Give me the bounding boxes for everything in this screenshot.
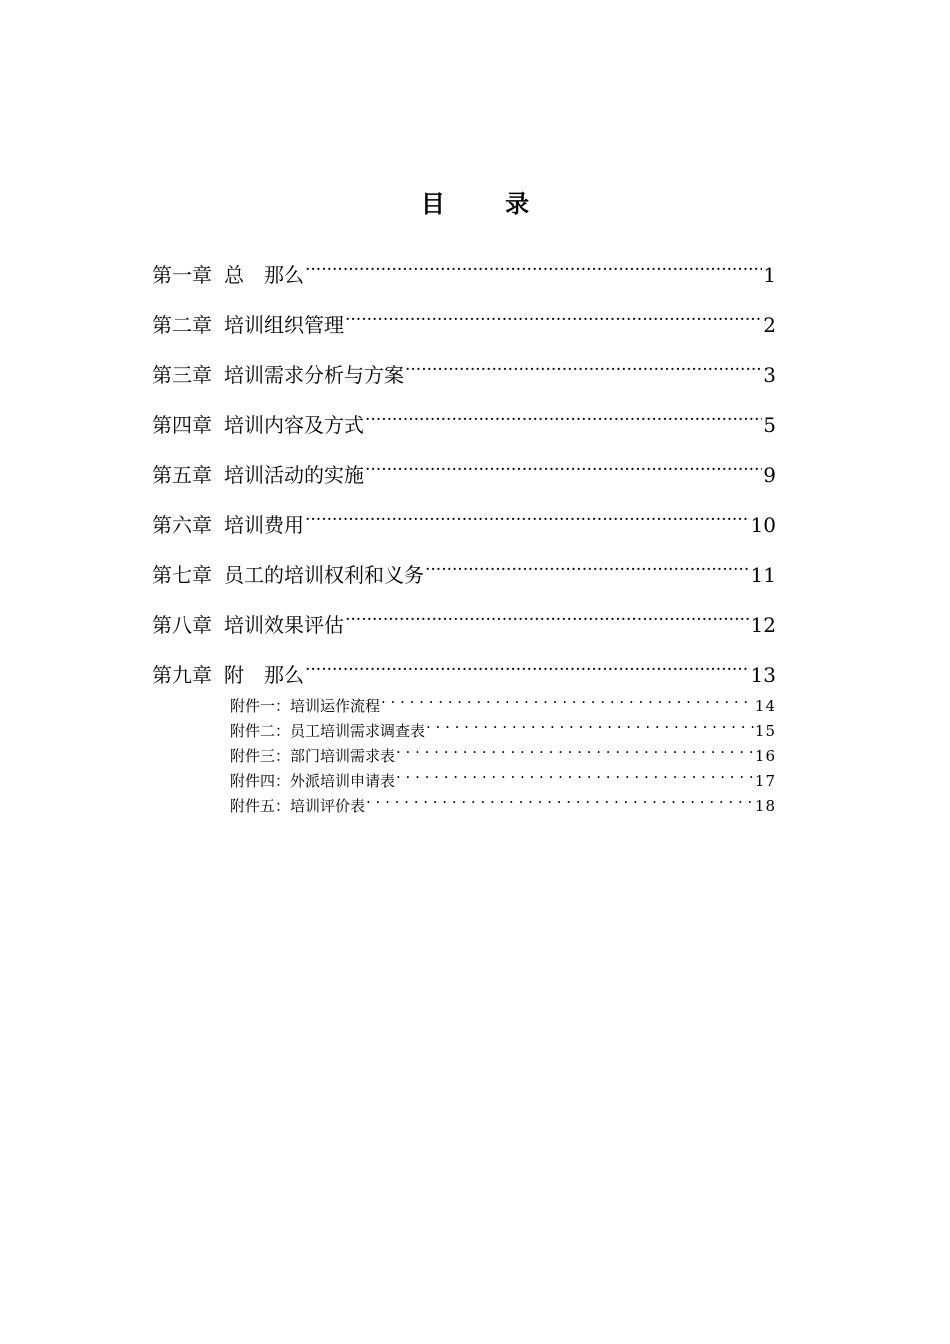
chapter-title: 培训需求分析与方案 xyxy=(224,363,404,387)
chapter-number: 第五章 xyxy=(152,463,212,487)
chapter-number: 第六章 xyxy=(152,513,212,537)
dot-leader xyxy=(305,662,750,682)
toc-entry-chapter-2[interactable] xyxy=(152,308,776,358)
table-of-contents xyxy=(152,258,776,819)
toc-entry-chapter-8[interactable] xyxy=(152,608,776,658)
chapter-title: 培训组织管理 xyxy=(224,313,344,337)
appendix-title: 附件五：培训评价表 xyxy=(230,797,366,815)
chapter-number: 第一章 xyxy=(152,263,212,287)
chapter-number: 第七章 xyxy=(152,563,212,587)
page-number: 5 xyxy=(763,413,776,437)
page-number: 18 xyxy=(754,797,776,815)
chapter-title: 培训活动的实施 xyxy=(224,463,364,487)
toc-entry-chapter-5[interactable] xyxy=(152,458,776,508)
page-number: 10 xyxy=(750,513,776,537)
dot-leader xyxy=(365,412,762,432)
page-number: 2 xyxy=(763,313,776,337)
page-number: 11 xyxy=(750,563,776,587)
toc-entry-chapter-4[interactable] xyxy=(152,408,776,458)
dot-leader xyxy=(305,262,762,282)
toc-entry-chapter-6[interactable] xyxy=(152,508,776,558)
toc-entry-chapter-7[interactable] xyxy=(152,558,776,608)
page-number: 15 xyxy=(754,722,776,740)
dot-leader xyxy=(345,312,762,332)
chapter-number: 第四章 xyxy=(152,413,212,437)
chapter-title: 总 那么 xyxy=(224,263,304,287)
appendix-title: 附件二：员工培训需求调查表 xyxy=(230,722,426,740)
page-number: 14 xyxy=(754,697,776,715)
chapter-number: 第九章 xyxy=(152,663,212,687)
dot-leader xyxy=(345,612,750,632)
dot-leader xyxy=(405,362,762,382)
dot-leader xyxy=(426,721,754,736)
appendix-title: 附件三：部门培训需求表 xyxy=(230,747,396,765)
toc-entry-appendix-2[interactable] xyxy=(230,719,776,744)
page-number: 1 xyxy=(763,263,776,287)
chapter-number: 第三章 xyxy=(152,363,212,387)
toc-entry-chapter-3[interactable] xyxy=(152,358,776,408)
chapter-title: 培训费用 xyxy=(224,513,304,537)
page-number: 3 xyxy=(763,363,776,387)
toc-entry-appendix-3[interactable] xyxy=(230,744,776,769)
chapter-title: 附 那么 xyxy=(224,663,304,687)
dot-leader xyxy=(396,746,754,761)
page-number: 17 xyxy=(754,772,776,790)
dot-leader xyxy=(305,512,750,532)
chapter-number: 第八章 xyxy=(152,613,212,637)
appendix-title: 附件一：培训运作流程 xyxy=(230,697,381,715)
page-number: 9 xyxy=(763,463,776,487)
dot-leader xyxy=(366,796,754,811)
chapter-number: 第二章 xyxy=(152,313,212,337)
chapter-title: 员工的培训权利和义务 xyxy=(224,563,424,587)
page-number: 12 xyxy=(750,613,776,637)
chapter-title: 培训效果评估 xyxy=(224,613,344,637)
dot-leader xyxy=(381,696,754,711)
appendix-title: 附件四：外派培训申请表 xyxy=(230,772,396,790)
chapter-title: 培训内容及方式 xyxy=(224,413,364,437)
dot-leader xyxy=(365,462,762,482)
page-number: 16 xyxy=(754,747,776,765)
toc-entry-chapter-1[interactable] xyxy=(152,258,776,308)
toc-entry-appendix-1[interactable] xyxy=(230,694,776,719)
toc-entry-chapter-9[interactable] xyxy=(152,658,776,694)
toc-title: 目 录 xyxy=(420,190,556,218)
page-number: 13 xyxy=(750,663,776,687)
toc-entry-appendix-5[interactable] xyxy=(230,794,776,819)
dot-leader xyxy=(425,562,750,582)
toc-entry-appendix-4[interactable] xyxy=(230,769,776,794)
dot-leader xyxy=(396,771,754,786)
